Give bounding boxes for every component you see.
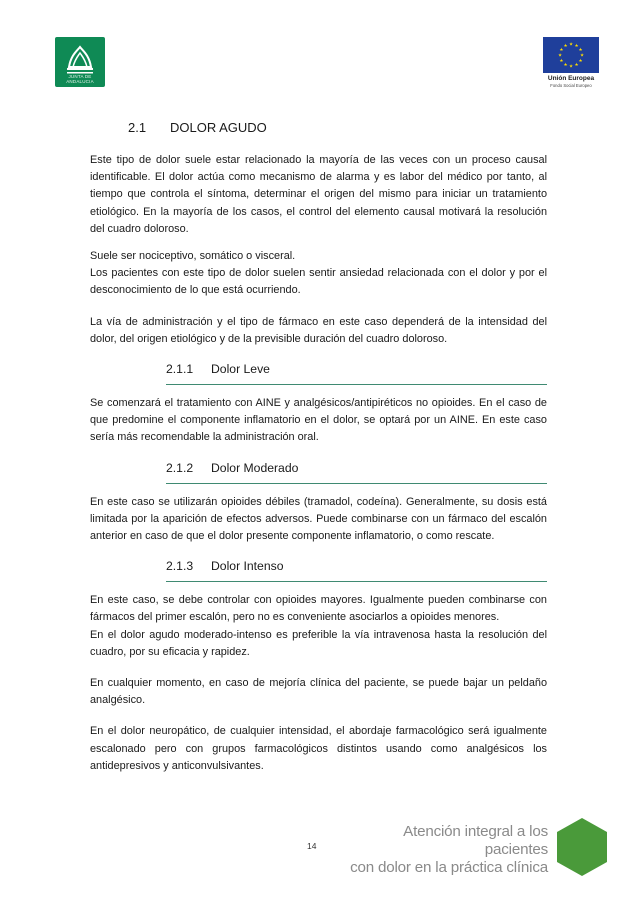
section-title: DOLOR AGUDO bbox=[170, 120, 267, 135]
footer-title-line: Atención integral a los pacientes bbox=[403, 823, 548, 858]
green-hexagon-icon bbox=[556, 817, 608, 877]
subsection-number: 2.1.1 bbox=[166, 362, 194, 377]
paragraph: Este tipo de dolor suele estar relacionado la mayoría de las veces con un proceso causal identificable. El dolor actúa como mecanismo de alarma y es labor del médico por tanto, al tiempo que controla el síntoma, determinar el origen del mismo para iniciar un tratamiento etiológico. En la mayoría de los casos, el control del elemento causal motivará la resolución del cuadro doloroso. bbox=[90, 154, 547, 235]
paragraph: En este caso, se debe controlar con opioides mayores. Igualmente pueden combinarse con fármacos del primer escalón, pero no es conveniente asociarlos a opioides menores. bbox=[90, 594, 547, 624]
subsection-title: Dolor Moderado bbox=[211, 460, 299, 475]
eu-star-icon: ★ bbox=[568, 41, 574, 47]
eu-star-icon: ★ bbox=[574, 43, 579, 49]
footer-title bbox=[348, 823, 548, 877]
paragraph: En cualquier momento, en caso de mejoría clínica del paciente, se puede bajar un peldaño analgésico. bbox=[90, 677, 547, 707]
eu-sublabel: Fondo Social Europeo bbox=[550, 83, 592, 88]
subsection-heading bbox=[166, 559, 547, 582]
subsection-title: Dolor Intenso bbox=[211, 559, 284, 574]
paragraph: Suele ser nociceptivo, somático o visceral. bbox=[90, 250, 296, 263]
eu-star-icon: ★ bbox=[559, 58, 564, 64]
eu-label: Unión Europea bbox=[547, 75, 595, 82]
paragraph: Se comenzará el tratamiento con AINE y analgésicos/antipiréticos no opioides. En el caso de que predomine el componente inflamatorio en el dolor, se optará por un AINE. En este caso sería más recomendable la administración oral. bbox=[90, 397, 547, 444]
junta-andalucia-logo bbox=[55, 37, 105, 87]
eu-star-icon: ★ bbox=[574, 62, 579, 68]
eu-star-icon: ★ bbox=[568, 63, 574, 69]
eu-star-icon: ★ bbox=[578, 47, 583, 53]
subsection-number: 2.1.2 bbox=[166, 460, 194, 475]
main-content bbox=[90, 120, 547, 789]
paragraph: En el dolor agudo moderado-intenso es preferible la vía intravenosa hasta la resolución del cuadro, por su eficacia y rapidez. bbox=[90, 628, 547, 658]
eu-flag-icon bbox=[543, 37, 599, 73]
eu-star-icon: ★ bbox=[559, 47, 564, 53]
eu-star-icon: ★ bbox=[557, 52, 563, 58]
page-number: 14 bbox=[307, 841, 317, 851]
section-number: 2.1 bbox=[128, 120, 147, 135]
paragraph: La vía de administración y el tipo de fármaco en este caso dependerá de la intensidad del dolor, del origen etiológico y de la previsible duración del cuadro doloroso. bbox=[90, 315, 547, 345]
eu-star-icon: ★ bbox=[563, 62, 568, 68]
subsection-heading bbox=[166, 461, 547, 484]
subsection-number: 2.1.3 bbox=[166, 559, 194, 574]
eu-logo bbox=[543, 37, 599, 88]
eu-star-icon: ★ bbox=[578, 58, 583, 64]
section-heading bbox=[90, 120, 547, 140]
eu-star-icon: ★ bbox=[563, 43, 568, 49]
paragraph: En este caso se utilizarán opioides débiles (tramadol, codeína). Generalmente, su dosis está limitada por la aparición de efectos adversos. Puede combinarse con un fármaco del escalón anterior en caso de que el dolor presente componente inflamatorio, o como rescate. bbox=[90, 495, 547, 543]
paragraph: En el dolor neuropático, de cualquier intensidad, el abordaje farmacológico será igualmente escalonado pero con grupos farmacológicos distintos usando como analgésicos los antidepresivos y anticonvulsivantes. bbox=[90, 725, 547, 772]
paragraph: Los pacientes con este tipo de dolor suelen sentir ansiedad relacionada con el dolor y por el desconocimiento de lo que está ocurriendo. bbox=[90, 267, 547, 297]
eu-star-icon: ★ bbox=[579, 52, 585, 58]
footer-title-line: con dolor en la práctica clínica bbox=[350, 859, 548, 876]
logo-text: JUNTA DE ANDALUCIA bbox=[66, 74, 94, 84]
subsection-heading bbox=[166, 362, 547, 385]
subsection-title: Dolor Leve bbox=[211, 362, 270, 377]
